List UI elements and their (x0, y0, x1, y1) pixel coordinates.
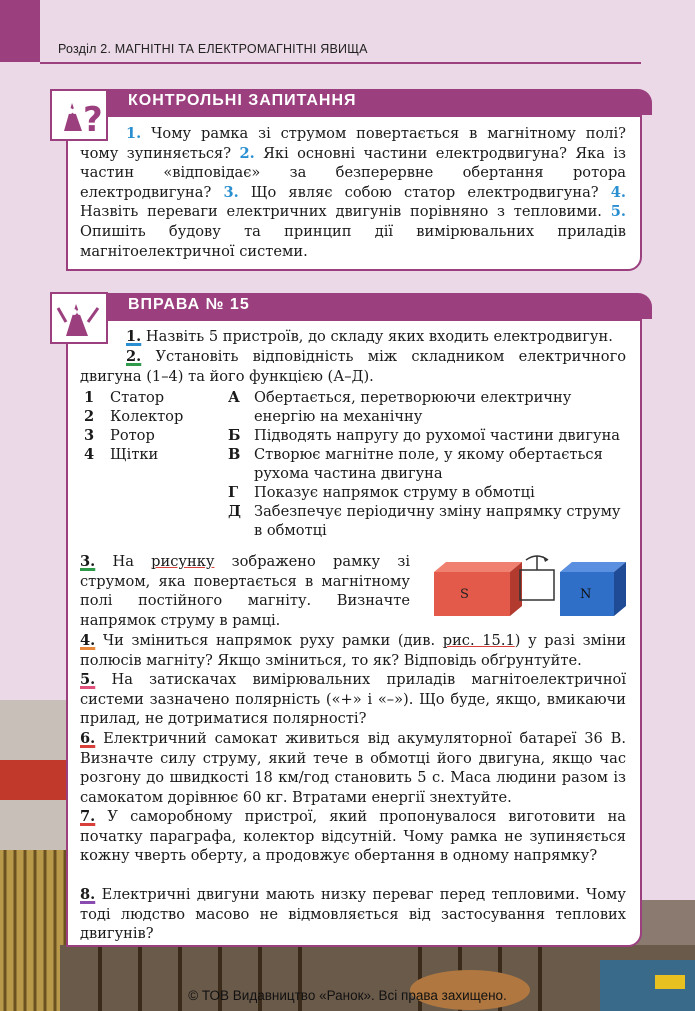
right-letter: Д (228, 503, 241, 520)
task-1-text: Назвіть 5 пристроїв, до складу яких входить електродвигун. (145, 328, 613, 345)
q1-number: 1. (126, 125, 142, 142)
task-2-number: 2. (126, 348, 142, 365)
right-letter: В (228, 446, 241, 463)
magnet-frame-figure (430, 552, 630, 618)
task-1 (80, 327, 626, 347)
q2-text: Які основні частини електродвигуна? Яка із частин «відповідає» за безперервне обертання ротора електродвигуна? (80, 144, 626, 201)
left-item: Колектор (110, 408, 184, 425)
task-6 (80, 729, 626, 807)
task-4 (80, 631, 626, 670)
left-num: 3 (84, 427, 95, 444)
task-7-number: 7. (80, 808, 96, 825)
q2-number: 2. (239, 144, 255, 162)
right-item: Забезпечує періодичну зміну напрямку струму (254, 503, 621, 520)
q3-text: Що являє собою статор електродвигуна? (250, 183, 599, 201)
q5-number: 5. (610, 203, 627, 221)
right-letter: А (228, 389, 240, 406)
task-8 (80, 885, 626, 944)
right-item-cont: рухома частина двигуна (254, 465, 443, 482)
control-questions-text (80, 124, 626, 261)
control-questions-title: КОНТРОЛЬНІ ЗАПИТАННЯ (128, 92, 357, 109)
task-4-number: 4. (80, 632, 96, 649)
right-letter: Г (228, 484, 239, 501)
task-5-text: На затискачах вимірювальних приладів магнітоелектричної системи зазначено полярність («+» і «–»). Що буде, якщо, вмикаючи прилад, не дотриматися полярності? (80, 671, 626, 728)
task-8-number: 8. (80, 886, 96, 903)
right-letter: Б (228, 427, 241, 444)
header-rule (40, 62, 641, 64)
svg-text:?: ? (83, 100, 103, 139)
figure-link[interactable]: рисунку (151, 553, 215, 570)
task-3-text-b: зображено рамку зі струмом, яка повертається в магнітному полі постійного магніту. Визначте напрямок струму в рамці. (80, 553, 410, 629)
left-num: 1 (84, 389, 95, 406)
task-6-text: Електричний самокат живиться від акумуляторної батареї 36 В. Визначте силу струму, який тече в обмотці його двигуна, якщо час розгону до швидкості 18 км/год становить 5 с. Маса людини разом із самокатом дорівнює 60 кг. Втратами енергії знехтуйте. (80, 730, 627, 806)
left-num: 2 (84, 408, 95, 425)
chapter-tab (0, 0, 40, 62)
task-5-number: 5. (80, 671, 96, 688)
left-item: Щітки (110, 446, 159, 463)
magnet-n-label: N (580, 587, 592, 602)
q4-text: Назвіть переваги електричних двигунів порівняно з тепловими. (80, 203, 602, 221)
right-item-cont: в обмотці (254, 522, 327, 539)
task-5 (80, 670, 626, 729)
right-item: Обертається, перетворюючи електричну (254, 389, 572, 406)
copyright-footer: © ТОВ Видавництво «Ранок». Всі права захищено. (188, 988, 507, 1003)
task-3 (80, 552, 410, 630)
right-item: Створює магнітне поле, у якому обертається (254, 446, 603, 463)
q1-text: Чому рамка зі струмом повертається в магнітному полі? чому зупиняється? (80, 125, 626, 162)
q4-number: 4. (610, 183, 627, 201)
task-4-text-b: ) у разі зміни полюсів магніту? Якщо зміниться, то як? Відповідь обґрунтуйте. (80, 632, 627, 669)
right-item: Підводять напругу до рухомої частини двигуна (254, 427, 620, 444)
task-6-number: 6. (80, 730, 96, 747)
magnet-s-label: S (460, 587, 469, 602)
task-7 (80, 807, 626, 866)
task-2 (80, 347, 626, 386)
task-3-text-a: На (112, 553, 134, 570)
left-item: Ротор (110, 427, 155, 444)
task-4-text-a: Чи зміниться напрямок руху рамки (див. (102, 632, 436, 649)
left-num: 4 (84, 446, 95, 463)
right-item: Показує напрямок струму в обмотці (254, 484, 535, 501)
task-2-text: Установіть відповідність між складником електричного двигуна (1–4) та його функцією (А–Д). (80, 348, 626, 385)
running-header: Розділ 2. МАГНІТНІ ТА ЕЛЕКТРОМАГНІТНІ ЯВИЩА (58, 42, 368, 56)
q3-number: 3. (223, 183, 239, 201)
right-item-cont: енергію на механічну (254, 408, 423, 425)
task-7-text: У саморобному пристрої, який пропонувалося виготовити на початку параграфа, колектор відсутній. Чому рамка не зупиняється кожну чверть оберту, а продовжує обертання в одному напрямку? (80, 808, 626, 865)
task-8-text: Електричні двигуни мають низку переваг перед тепловими. Чому тоді людство масово не відмовляється від застосування теплових двигунів? (80, 886, 626, 943)
exercise-title: ВПРАВА № 15 (128, 296, 250, 313)
figure-15-1-link[interactable]: рис. 15.1 (442, 632, 515, 649)
matching-table (84, 388, 644, 540)
task-3-number: 3. (80, 553, 96, 570)
left-item: Статор (110, 389, 165, 406)
q5-text: Опишіть будову та принцип дії вимірювальних приладів магнітоелектричної системи. (80, 222, 626, 260)
task-1-number: 1. (126, 328, 142, 345)
